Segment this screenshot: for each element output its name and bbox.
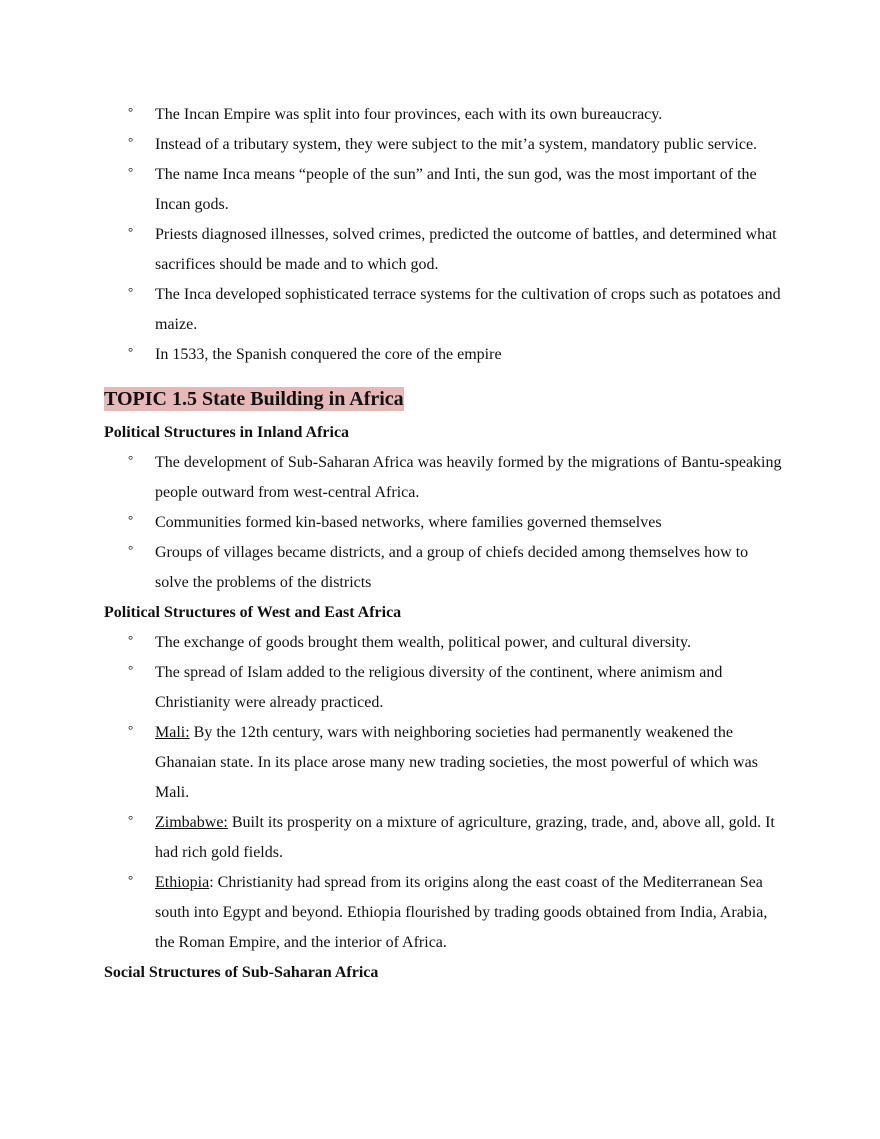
inland-bullet-list	[104, 448, 784, 598]
bullet-text: The Inca developed sophisticated terrace systems for the cultivation of crops such as potatoes and maize.	[155, 286, 781, 333]
bullet-text: The spread of Islam added to the religious diversity of the continent, where animism and Christianity were already practiced.	[155, 664, 723, 711]
incan-bullet-list	[104, 100, 784, 370]
bullet-icon: °	[128, 722, 134, 737]
list-item	[104, 160, 784, 220]
list-item-zimbabwe	[104, 808, 784, 868]
ethiopia-text: : Christianity had spread from its origins along the east coast of the Mediterranean Sea south into Egypt and beyond. Ethiopia flourished by trading goods obtained from India, Arabia, the Roman Empire, and the interior of Africa.	[155, 874, 768, 951]
list-item	[104, 340, 784, 370]
bullet-icon: °	[128, 104, 134, 119]
list-item	[104, 508, 784, 538]
bullet-text: Groups of villages became districts, and a group of chiefs decided among themselves how to solve the problems of the districts	[155, 544, 749, 591]
list-item	[104, 100, 784, 130]
list-item	[104, 658, 784, 718]
bullet-icon: °	[128, 164, 134, 179]
list-item	[104, 280, 784, 340]
bullet-icon: °	[128, 284, 134, 299]
topic-heading	[104, 384, 784, 416]
list-item	[104, 538, 784, 598]
list-item-mali	[104, 718, 784, 808]
list-item	[104, 448, 784, 508]
list-item-ethiopia	[104, 868, 784, 958]
bullet-text: Priests diagnosed illnesses, solved crimes, predicted the outcome of battles, and determined what sacrifices should be made and to which god.	[155, 226, 777, 273]
bullet-text: The development of Sub-Saharan Africa was heavily formed by the migrations of Bantu-speaking people outward from west-central Africa.	[155, 454, 782, 501]
bullet-text: Communities formed kin-based networks, where families governed themselves	[155, 514, 662, 531]
bullet-text: In 1533, the Spanish conquered the core of the empire	[155, 346, 502, 363]
bullet-icon: °	[128, 512, 134, 527]
west-east-heading: Political Structures of West and East Africa	[104, 604, 402, 621]
bullet-icon: °	[128, 134, 134, 149]
topic-heading-text: TOPIC 1.5 State Building in Africa	[104, 388, 404, 410]
bullet-icon: °	[128, 224, 134, 239]
bullet-icon: °	[128, 812, 134, 827]
document-page	[104, 100, 784, 988]
bullet-icon: °	[128, 662, 134, 677]
mali-text: By the 12th century, wars with neighboring societies had permanently weakened the Ghanaian state. In its place arose many new trading societies, the most powerful of which was Mali.	[155, 724, 758, 801]
mali-term: Mali:	[155, 724, 190, 741]
bullet-icon: °	[128, 632, 134, 647]
bullet-icon: °	[128, 344, 134, 359]
bullet-text: The name Inca means “people of the sun” and Inti, the sun god, was the most important of the Incan gods.	[155, 166, 757, 213]
ethiopia-term: Ethiopia	[155, 874, 210, 891]
social-heading: Social Structures of Sub-Saharan Africa	[104, 964, 379, 981]
bullet-text: The Incan Empire was split into four provinces, each with its own bureaucracy.	[155, 106, 663, 123]
list-item	[104, 130, 784, 160]
bullet-icon: °	[128, 542, 134, 557]
inland-heading: Political Structures in Inland Africa	[104, 424, 350, 441]
bullet-text: Instead of a tributary system, they were subject to the mit’a system, mandatory public service.	[155, 136, 758, 153]
west-east-bullet-list	[104, 628, 784, 958]
bullet-icon: °	[128, 872, 134, 887]
bullet-text: The exchange of goods brought them wealth, political power, and cultural diversity.	[155, 634, 691, 651]
list-item	[104, 220, 784, 280]
zimbabwe-term: Zimbabwe:	[155, 814, 228, 831]
bullet-icon: °	[128, 452, 134, 467]
zimbabwe-text: Built its prosperity on a mixture of agriculture, grazing, trade, and, above all, gold. It had rich gold fields.	[155, 814, 775, 861]
list-item	[104, 628, 784, 658]
